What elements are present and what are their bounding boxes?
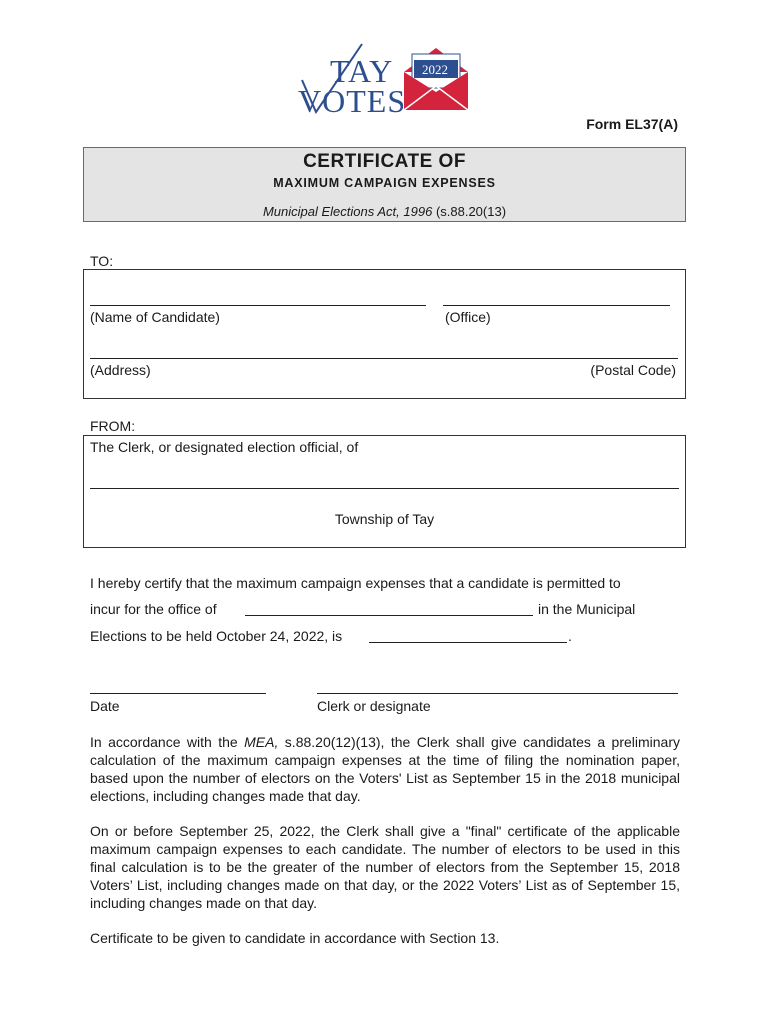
postal-code-label: (Postal Code) [590,362,676,378]
address-label: (Address) [90,362,151,378]
act-reference [83,204,686,219]
note-1-rest: s.88.20(12)(13), the Clerk shall give candidates a preliminary calculation of the maximum campaign expenses at the time of filing the nomination paper, based upon the number of electors on the Voters' List as September 15 in the 2018 municipal elections, including changes made that day. [90,734,680,804]
office-field[interactable] [443,305,670,306]
logo-year: 2022 [422,62,448,77]
expense-amount-field[interactable] [369,642,567,643]
envelope-icon [402,46,470,112]
clerk-signature-label: Clerk or designate [317,698,431,714]
note-paragraph-2: On or before September 25, 2022, the Clerk shall give a "final" certificate of the applicable maximum campaign expenses to each candidate. The number of electors to be used in this final calculation is to be the greater of the number of electors from the September 15, 2018 Voters’ List, including changes made on that day, or the 2022 Voters’ List as of September 15, including changes made on that day. [90,823,680,911]
clerk-signature-field[interactable] [317,693,678,694]
office-name-field[interactable] [245,615,533,616]
certify-line-3-end: . [568,628,572,644]
candidate-name-label: (Name of Candidate) [90,309,220,325]
note-1-mea: MEA, [244,734,279,750]
to-label: TO: [90,253,114,269]
page-title: CERTIFICATE OF [303,151,466,172]
municipality-name: Township of Tay [334,511,435,527]
certify-line-2-start: incur for the office of [90,601,217,617]
clerk-text: The Clerk, or designated election official, of [90,439,359,455]
office-label: (Office) [445,309,491,325]
address-field[interactable] [90,358,678,359]
election-official-field[interactable] [90,488,679,489]
note-1-start: In accordance with the [90,734,245,750]
note-paragraph-1 [90,733,680,805]
date-label: Date [90,698,120,714]
page-subtitle: MAXIMUM CAMPAIGN EXPENSES [273,176,496,190]
logo-text-tay: TAY [330,53,394,89]
date-field[interactable] [90,693,266,694]
certify-line-3-start: Elections to be held October 24, 2022, is [90,628,343,644]
certify-line-1: I hereby certify that the maximum campaign expenses that a candidate is permitted to [90,575,621,591]
logo-text-votes: VOTES [298,83,407,119]
note-paragraph-3: Certificate to be given to candidate in accordance with Section 13. [90,930,500,946]
form-number: Form EL37(A) [586,116,678,132]
to-box [83,269,686,399]
act-section: (s.88.20(13) [435,204,507,219]
from-label: FROM: [90,418,136,434]
act-name: Municipal Elections Act, 1996 [262,204,433,219]
certify-line-2-end: in the Municipal [538,601,636,617]
candidate-name-field[interactable] [90,305,426,306]
